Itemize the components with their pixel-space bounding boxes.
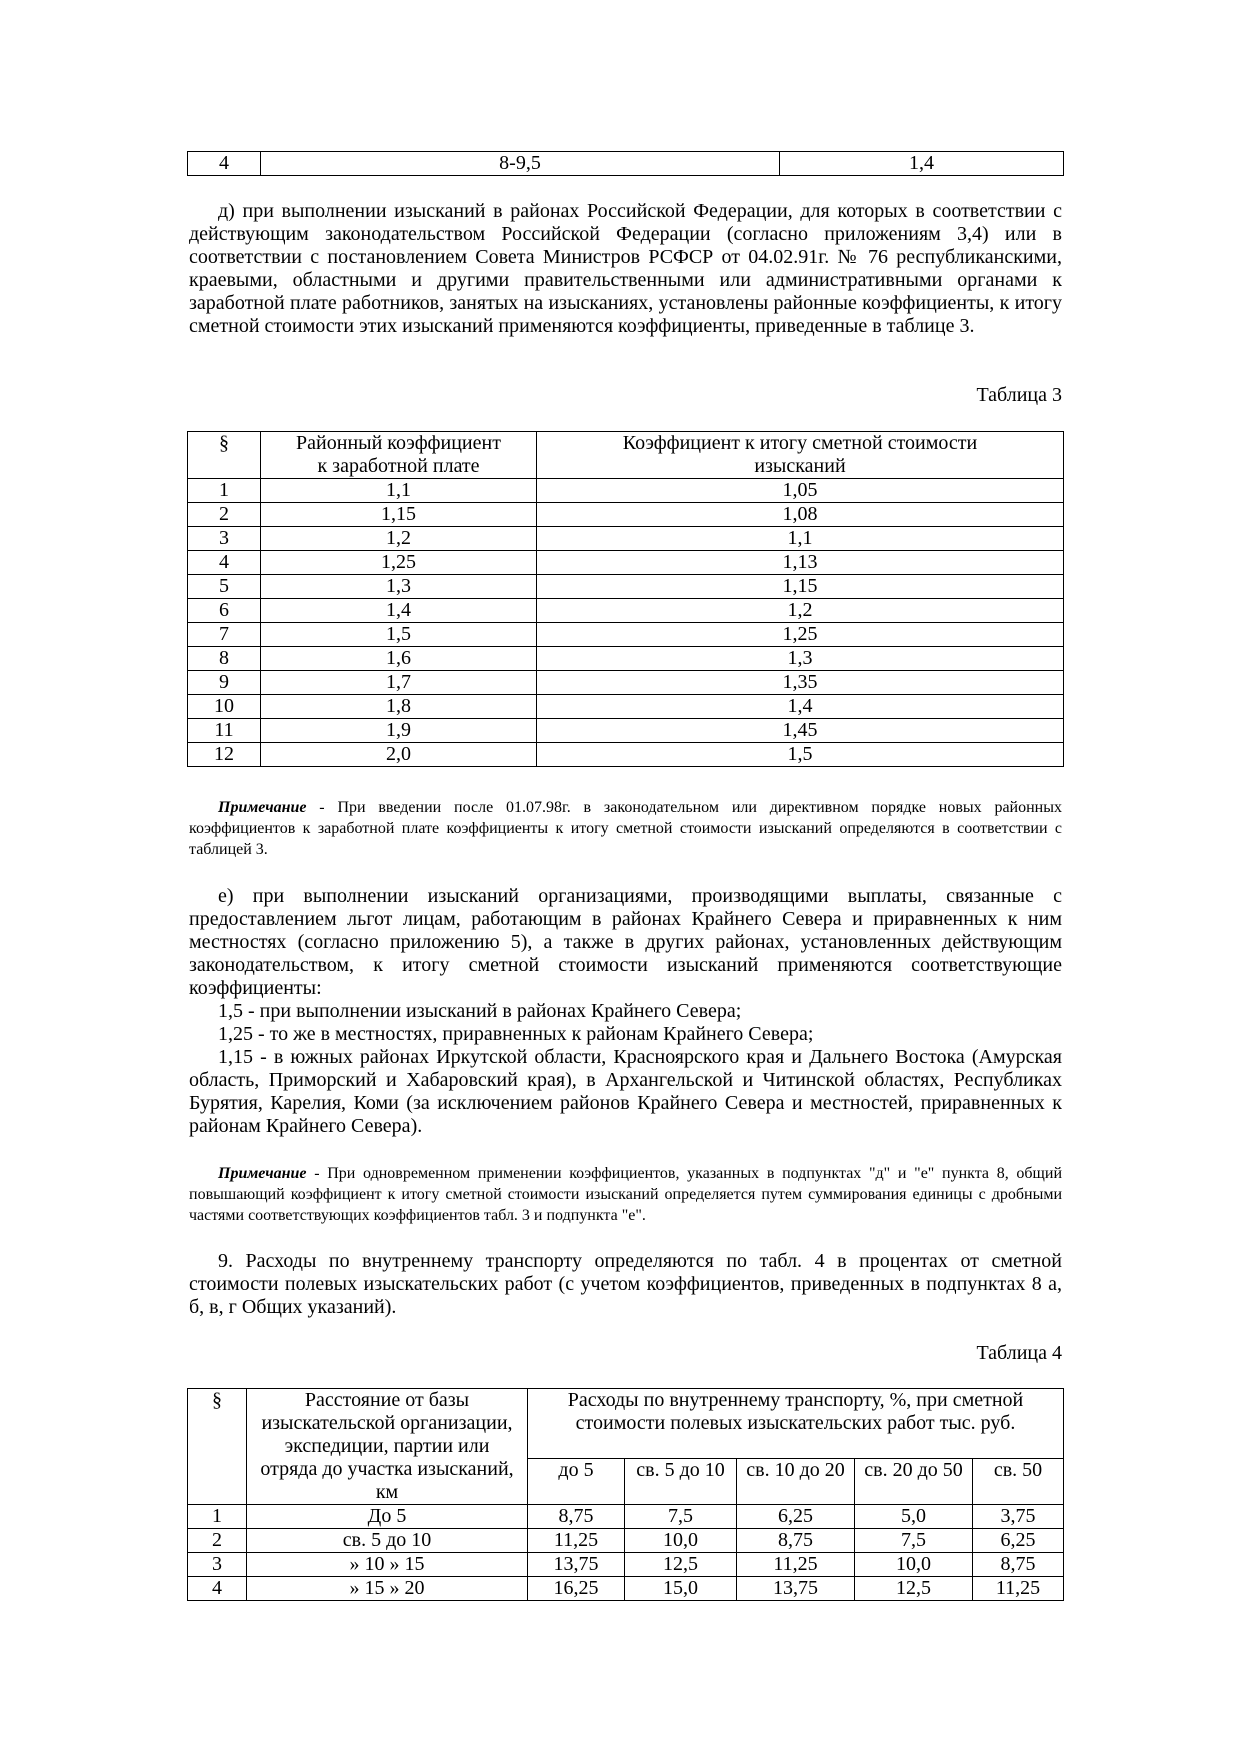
table-cell: 8,75 (973, 1553, 1064, 1577)
header-cell: Коэффициент к итогу сметной стоимости изысканий (537, 432, 1064, 479)
table-cell: До 5 (247, 1505, 528, 1529)
table-cell: 1,2 (261, 527, 537, 551)
table-header-row (188, 432, 1064, 479)
table-cell: 1,8 (261, 695, 537, 719)
header-cell: § (188, 432, 261, 479)
table-cell: 6,25 (737, 1505, 855, 1529)
note-lead: Примечание (218, 799, 307, 816)
table-cell: 1,1 (261, 479, 537, 503)
table-header-row (188, 1389, 1064, 1459)
table-cell: 4 (188, 152, 261, 176)
table-cell: 11,25 (528, 1529, 625, 1553)
table-cell: 2 (188, 503, 261, 527)
table-cell: 1,15 (261, 503, 537, 527)
table-cell: » 10 » 15 (247, 1553, 528, 1577)
table-cell: 10,0 (855, 1553, 973, 1577)
table-cell: 3,75 (973, 1505, 1064, 1529)
header-cell: св. 10 до 20 (737, 1459, 855, 1505)
table-cell: 6 (188, 599, 261, 623)
table-cell: 13,75 (737, 1577, 855, 1601)
table-cell: 7,5 (625, 1505, 737, 1529)
table-cell: 1,5 (537, 743, 1064, 767)
table-cell: 4 (188, 551, 261, 575)
table-row (188, 479, 1064, 503)
table-row (188, 599, 1064, 623)
paragraph-9: 9. Расходы по внутреннему транспорту определяются по табл. 4 в процентах от сметной стоимости полевых изыскательских работ (с учетом коэффициентов, приведенных в подпунктах 8 а, б, в, г Общих указаний). (189, 1250, 1062, 1318)
table4 (187, 1388, 1064, 1601)
table-cell: 12,5 (625, 1553, 737, 1577)
header-cell: св. 20 до 50 (855, 1459, 973, 1505)
table-cell: 1,4 (537, 695, 1064, 719)
note-1 (189, 797, 1062, 860)
table-cell: 1,15 (537, 575, 1064, 599)
header-cell: Районный коэффициент к заработной плате (261, 432, 537, 479)
table-cell: 1,05 (537, 479, 1064, 503)
table-row (188, 1529, 1064, 1553)
table-cell: 1,5 (261, 623, 537, 647)
note-lead: Примечание (218, 1165, 307, 1182)
table-row (188, 152, 1064, 176)
header-cell: § (188, 1389, 247, 1505)
table-cell: 1,3 (261, 575, 537, 599)
table-cell: 8,75 (528, 1505, 625, 1529)
table-cell: 11 (188, 719, 261, 743)
paragraph-1-15: 1,15 - в южных районах Иркутской области, Красноярского края и Дальнего Востока (Амурская область, Приморский и Хабаровский края), в Архангельской и Читинской областях, Республиках Бурятия, Карелия, Коми (за исключением районов Крайнего Севера и местностей, приравненных к районам Крайнего Севера). (189, 1046, 1062, 1137)
table-cell: 3 (188, 527, 261, 551)
table-cell: 8 (188, 647, 261, 671)
table-cell: 1,3 (537, 647, 1064, 671)
table-cell: 16,25 (528, 1577, 625, 1601)
table-cell: 7,5 (855, 1529, 973, 1553)
table-cell: 6,25 (973, 1529, 1064, 1553)
table-cell: 1,9 (261, 719, 537, 743)
table-cell: 2,0 (261, 743, 537, 767)
table-row (188, 743, 1064, 767)
table-cell: 1 (188, 479, 261, 503)
header-cell: Расстояние от базы изыскательской организации, экспедиции, партии или отряда до участка изысканий, км (247, 1389, 528, 1505)
table-cell: 13,75 (528, 1553, 625, 1577)
table-cell: 15,0 (625, 1577, 737, 1601)
table2-last-row (187, 151, 1064, 176)
table-cell: 8,75 (737, 1529, 855, 1553)
coef-line-1: 1,5 - при выполнении изысканий в районах Крайнего Севера; (218, 1000, 742, 1022)
table4-caption: Таблица 4 (976, 1342, 1062, 1364)
table-row (188, 503, 1064, 527)
table3-body (188, 479, 1064, 767)
table-cell: 1,35 (537, 671, 1064, 695)
table-cell: 1,2 (537, 599, 1064, 623)
table-row (188, 1553, 1064, 1577)
table-cell: 1,25 (261, 551, 537, 575)
note-text: - При введении после 01.07.98г. в законодательном или директивном порядке новых районных коэффициентов к заработной плате коэффициенты к итогу сметной стоимости изысканий определяются в соответствии с таблицей 3. (189, 799, 1062, 858)
table-cell: 1 (188, 1505, 247, 1529)
table-row (188, 695, 1064, 719)
table-row (188, 1505, 1064, 1529)
table-cell: 5,0 (855, 1505, 973, 1529)
header-cell: до 5 (528, 1459, 625, 1505)
table-cell: 1,4 (780, 152, 1064, 176)
table-row (188, 575, 1064, 599)
table-cell: 4 (188, 1577, 247, 1601)
header-cell: св. 50 (973, 1459, 1064, 1505)
table-row (188, 671, 1064, 695)
coef-line-2: 1,25 - то же в местностях, приравненных к районам Крайнего Севера; (218, 1023, 814, 1045)
table-cell: 1,13 (537, 551, 1064, 575)
table-cell: 1,45 (537, 719, 1064, 743)
table-cell: 5 (188, 575, 261, 599)
table3-caption: Таблица 3 (976, 384, 1062, 406)
paragraph-e: е) при выполнении изысканий организациями, производящими выплаты, связанные с предоставлением льгот лицам, работающим в районах Крайнего Севера и приравненных к ним местностях (согласно приложению 5), а также в других районах, установленных действующим законодательством, к итогу сметной стоимости изысканий применяются соответствующие коэффициенты: (189, 885, 1062, 999)
table-row (188, 719, 1064, 743)
table-row (188, 1577, 1064, 1601)
table-row (188, 527, 1064, 551)
table-cell: 12,5 (855, 1577, 973, 1601)
table-cell: 1,25 (537, 623, 1064, 647)
table-cell: 1,08 (537, 503, 1064, 527)
table-cell: 8-9,5 (261, 152, 780, 176)
note-text: - При одновременном применении коэффициентов, указанных в подпунктах "д" и "е" пункта 8, общий повышающий коэффициент к итогу сметной стоимости изысканий определяется путем суммирования единицы с дробными частями соответствующих коэффициентов табл. 3 и подпункта "е". (189, 1165, 1062, 1224)
table-row (188, 623, 1064, 647)
paragraph-d: д) при выполнении изысканий в районах Российской Федерации, для которых в соответствии с действующим законодательством Российской Федерации (согласно приложениям 3,4) или в соответствии с постановлением Совета Министров РСФСР от 04.02.91г. № 76 республиканскими, краевыми, областными и другими правительственными или административными органами к заработной плате работников, занятых на изысканиях, установлены районные коэффициенты, к итогу сметной стоимости этих изысканий применяются коэффициенты, приведенные в таблице 3. (189, 200, 1062, 337)
table-cell: 7 (188, 623, 261, 647)
header-cell: Расходы по внутреннему транспорту, %, при сметной стоимости полевых изыскательских работ тыс. руб. (528, 1389, 1064, 1459)
table-cell: 1,1 (537, 527, 1064, 551)
table-cell: 1,7 (261, 671, 537, 695)
table-cell: 10 (188, 695, 261, 719)
table-cell: 10,0 (625, 1529, 737, 1553)
table-cell: св. 5 до 10 (247, 1529, 528, 1553)
table-cell: 2 (188, 1529, 247, 1553)
table-row (188, 551, 1064, 575)
table-cell: 1,6 (261, 647, 537, 671)
header-cell: св. 5 до 10 (625, 1459, 737, 1505)
table-row (188, 647, 1064, 671)
table-cell: » 15 » 20 (247, 1577, 528, 1601)
note-2 (189, 1163, 1062, 1226)
table-cell: 3 (188, 1553, 247, 1577)
table3 (187, 431, 1064, 767)
table4-body (188, 1505, 1064, 1601)
table-cell: 12 (188, 743, 261, 767)
table-cell: 11,25 (737, 1553, 855, 1577)
table-cell: 1,4 (261, 599, 537, 623)
table-cell: 11,25 (973, 1577, 1064, 1601)
table-cell: 9 (188, 671, 261, 695)
